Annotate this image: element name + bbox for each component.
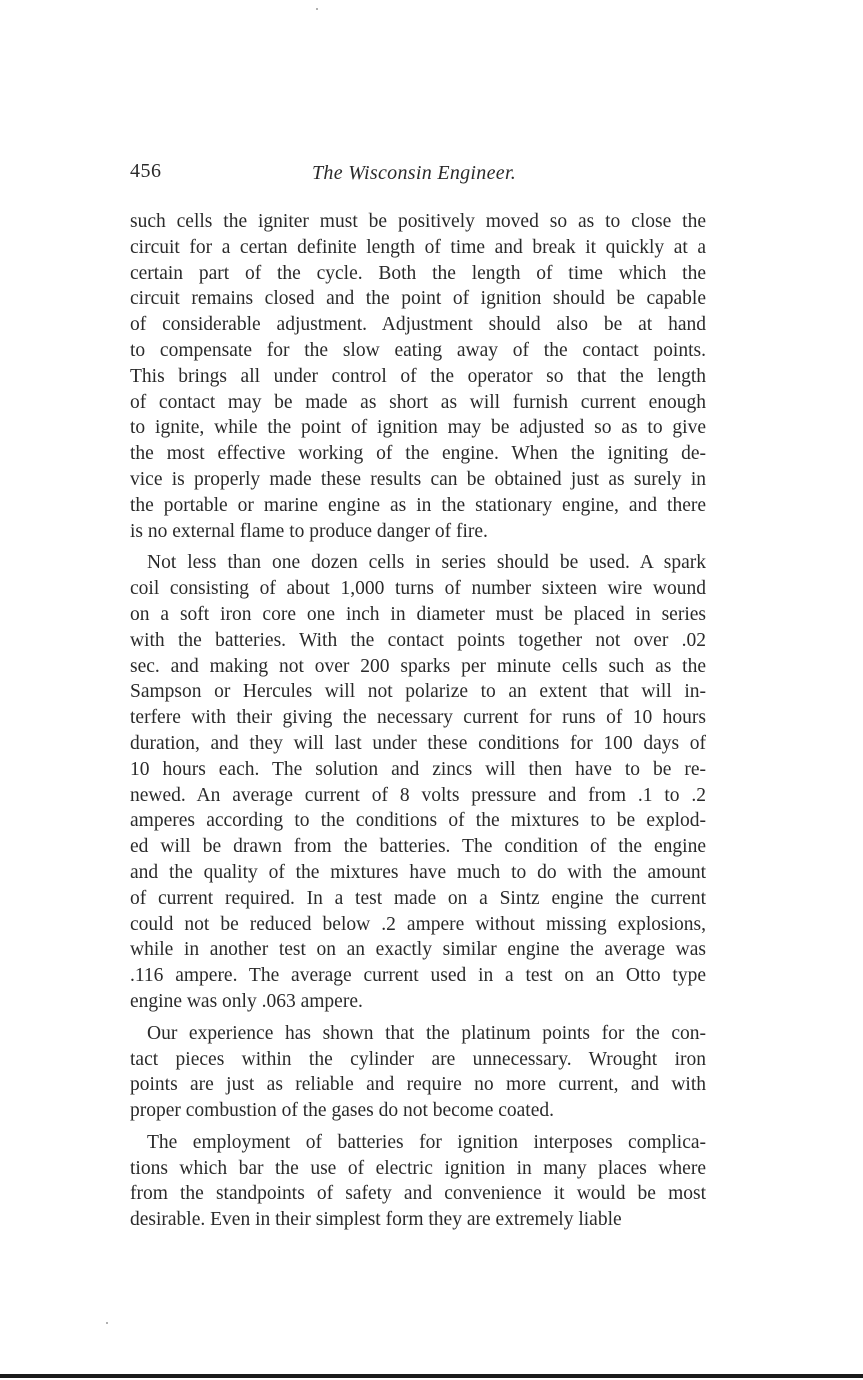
text-line: of considerable adjustment. Adjustment should also be at hand	[130, 314, 706, 336]
text-line: 10 hours each. The solution and zincs will then have to be re-	[130, 758, 706, 780]
text-line: This brings all under control of the operator so that the length	[130, 365, 706, 387]
text-line: ed will be drawn from the batteries. The condition of the engine	[130, 836, 706, 858]
text-line: from the standpoints of safety and convenience it would be most	[130, 1183, 706, 1205]
text-line: the most effective working of the engine. When the igniting de-	[130, 443, 706, 465]
text-line: certain part of the cycle. Both the length of time which the	[130, 262, 706, 284]
text-line: circuit for a certan definite length of time and break it quickly at a	[130, 236, 706, 258]
paragraph	[130, 1021, 706, 1124]
text-line: Sampson or Hercules will not polarize to an extent that will in-	[130, 681, 706, 703]
text-line: Our experience has shown that the platinum points for the con-	[147, 1022, 706, 1044]
page-header	[130, 160, 705, 190]
text-line: to ignite, while the point of ignition may be adjusted so as to give	[130, 417, 706, 439]
text-line: to compensate for the slow eating away of the contact points.	[130, 339, 706, 361]
text-line: circuit remains closed and the point of ignition should be capable	[130, 288, 706, 310]
text-line: of current required. In a test made on a Sintz engine the current	[130, 887, 706, 909]
text-line: .116 ampere. The average current used in a test on an Otto type	[130, 965, 706, 987]
text-line: on a soft iron core one inch in diameter must be placed in series	[130, 603, 706, 625]
text-line: with the batteries. With the contact points together not over .02	[130, 629, 706, 651]
scan-speck	[316, 8, 318, 10]
text-line: The employment of batteries for ignition interposes complica-	[147, 1131, 706, 1153]
text-line: is no external flame to produce danger of fire.	[130, 520, 488, 542]
text-line: duration, and they will last under these conditions for 100 days of	[130, 732, 706, 754]
text-line: tact pieces within the cylinder are unnecessary. Wrought iron	[130, 1048, 706, 1070]
text-line: while in another test on an exactly similar engine the average was	[130, 939, 706, 961]
paragraph	[130, 550, 706, 1014]
text-line: newed. An average current of 8 volts pressure and from .1 to .2	[130, 784, 706, 806]
text-line: could not be reduced below .2 ampere without missing explosions,	[130, 913, 706, 935]
text-line: coil consisting of about 1,000 turns of number sixteen wire wound	[130, 578, 706, 600]
body-text	[130, 209, 706, 1233]
page-bottom-edge	[0, 1374, 863, 1378]
text-line: vice is properly made these results can be obtained just as surely in	[130, 468, 706, 490]
text-line: amperes according to the conditions of the mixtures to be explod-	[130, 810, 706, 832]
text-line: points are just as reliable and require no more current, and with	[130, 1074, 706, 1096]
paragraph	[130, 1130, 706, 1233]
text-line: of contact may be made as short as will furnish current enough	[130, 391, 706, 413]
text-line: terfere with their giving the necessary current for runs of 10 hours	[130, 707, 706, 729]
text-line: the portable or marine engine as in the stationary engine, and there	[130, 494, 706, 516]
text-line: desirable. Even in their simplest form they are extremely liable	[130, 1209, 622, 1231]
text-line: sec. and making not over 200 sparks per minute cells such as the	[130, 655, 706, 677]
scan-speck	[106, 1322, 108, 1324]
paragraph	[130, 209, 706, 544]
text-line: Not less than one dozen cells in series should be used. A spark	[147, 552, 706, 574]
running-title: The Wisconsin Engineer.	[312, 162, 517, 184]
text-line: such cells the igniter must be positively moved so as to close the	[130, 211, 706, 232]
text-line: engine was only .063 ampere.	[130, 990, 363, 1012]
text-line: and the quality of the mixtures have much to do with the amount	[130, 861, 706, 883]
page-number: 456	[130, 160, 162, 182]
text-line: proper combustion of the gases do not become coated.	[130, 1100, 555, 1122]
text-line: tions which bar the use of electric ignition in many places where	[130, 1157, 706, 1179]
